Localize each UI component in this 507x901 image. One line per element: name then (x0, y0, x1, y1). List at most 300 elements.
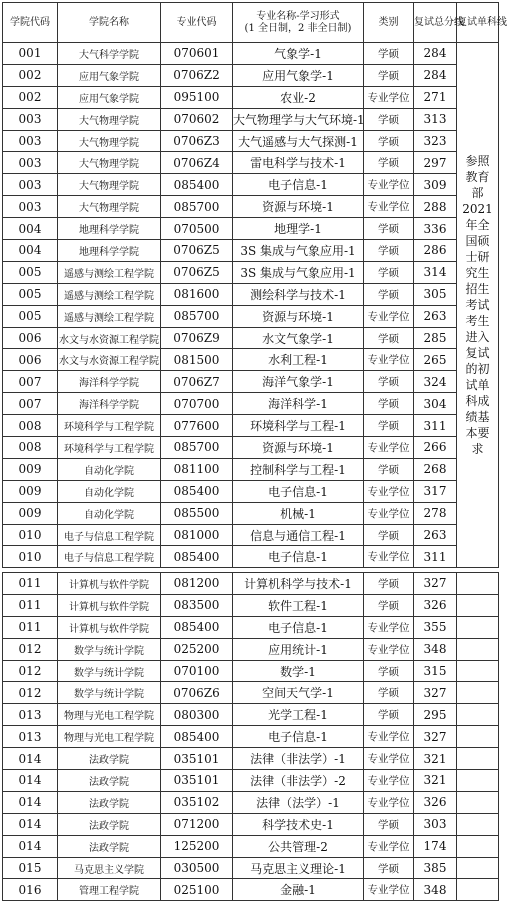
table-row (3, 152, 499, 174)
header-college-name: 学院名称 (58, 3, 161, 43)
table-row (3, 524, 499, 546)
college-name-cell: 大气物理学院 (58, 108, 161, 130)
degree-type-cell: 学硕 (364, 261, 414, 283)
table-row (3, 704, 499, 726)
college-code-cell: 005 (3, 261, 58, 283)
major-name-cell: 3S 集成与气象应用-1 (233, 240, 364, 262)
major-code-cell: 081200 (161, 573, 233, 595)
college-code-cell: 004 (3, 218, 58, 240)
college-code-cell: 007 (3, 371, 58, 393)
college-code-cell: 011 (3, 573, 58, 595)
degree-type-cell: 学硕 (364, 594, 414, 616)
header-major-name-line1: 专业名称-学习形式 (256, 10, 340, 22)
degree-type-cell: 学硕 (364, 524, 414, 546)
college-code-cell: 012 (3, 638, 58, 660)
major-name-cell: 雷电科学与技术-1 (233, 152, 364, 174)
major-name-cell: 3S 集成与气象应用-1 (233, 261, 364, 283)
degree-type-cell: 学硕 (364, 152, 414, 174)
college-code-cell: 014 (3, 770, 58, 792)
major-name-cell: 资源与环境-1 (233, 196, 364, 218)
major-name-cell: 软件工程-1 (233, 594, 364, 616)
major-code-cell: 085700 (161, 305, 233, 327)
college-code-cell: 011 (3, 594, 58, 616)
major-name-cell: 电子信息-1 (233, 546, 364, 568)
degree-type-cell: 专业学位 (364, 879, 414, 901)
single-score-cell (457, 835, 499, 857)
total-score-cell: 317 (414, 480, 457, 502)
college-name-cell: 法政学院 (58, 791, 161, 813)
degree-type-cell: 学硕 (364, 108, 414, 130)
single-score-cell (457, 791, 499, 813)
table-row (3, 283, 499, 305)
single-score-cell (457, 726, 499, 748)
major-code-cell: 081000 (161, 524, 233, 546)
degree-type-cell: 专业学位 (364, 437, 414, 459)
college-code-cell: 003 (3, 130, 58, 152)
table-row (3, 349, 499, 371)
total-score-cell: 284 (414, 43, 457, 65)
college-code-cell: 010 (3, 546, 58, 568)
major-name-cell: 大气物理学与大气环境-1 (233, 108, 364, 130)
college-code-cell: 013 (3, 726, 58, 748)
college-name-cell: 自动化学院 (58, 502, 161, 524)
major-code-cell: 085400 (161, 174, 233, 196)
major-name-cell: 资源与环境-1 (233, 437, 364, 459)
college-name-cell: 地理科学学院 (58, 240, 161, 262)
table-row (3, 480, 499, 502)
major-name-cell: 公共管理-2 (233, 835, 364, 857)
major-code-cell: 035101 (161, 748, 233, 770)
header-single-score: 复试单科线 (457, 3, 499, 43)
major-name-cell: 大气遥感与大气探测-1 (233, 130, 364, 152)
major-code-cell: 0706Z3 (161, 130, 233, 152)
total-score-cell: 284 (414, 64, 457, 86)
major-name-cell: 海洋科学-1 (233, 393, 364, 415)
degree-type-cell: 学硕 (364, 857, 414, 879)
college-name-cell: 物理与光电工程学院 (58, 726, 161, 748)
college-code-cell: 004 (3, 240, 58, 262)
degree-type-cell: 专业学位 (364, 748, 414, 770)
college-name-cell: 大气物理学院 (58, 130, 161, 152)
table-row (3, 371, 499, 393)
total-score-cell: 309 (414, 174, 457, 196)
degree-type-cell: 专业学位 (364, 480, 414, 502)
major-code-cell: 081100 (161, 458, 233, 480)
total-score-cell: 295 (414, 704, 457, 726)
table-row (3, 879, 499, 901)
college-name-cell: 环境科学与工程学院 (58, 415, 161, 437)
degree-type-cell: 学硕 (364, 64, 414, 86)
table-row (3, 86, 499, 108)
total-score-cell: 286 (414, 240, 457, 262)
major-code-cell: 0706Z7 (161, 371, 233, 393)
major-name-cell: 控制科学与工程-1 (233, 458, 364, 480)
college-name-cell: 应用气象学院 (58, 64, 161, 86)
table-row (3, 64, 499, 86)
degree-type-cell: 专业学位 (364, 638, 414, 660)
college-name-cell: 应用气象学院 (58, 86, 161, 108)
major-name-cell: 法律（法学）-1 (233, 791, 364, 813)
major-code-cell: 035102 (161, 791, 233, 813)
total-score-cell: 263 (414, 305, 457, 327)
single-score-cell (457, 594, 499, 616)
college-name-cell: 法政学院 (58, 835, 161, 857)
degree-type-cell: 专业学位 (364, 349, 414, 371)
major-name-cell: 电子信息-1 (233, 726, 364, 748)
major-code-cell: 070100 (161, 660, 233, 682)
college-code-cell: 005 (3, 305, 58, 327)
major-code-cell: 0706Z2 (161, 64, 233, 86)
college-name-cell: 大气物理学院 (58, 174, 161, 196)
degree-type-cell: 专业学位 (364, 835, 414, 857)
college-name-cell: 法政学院 (58, 770, 161, 792)
degree-type-cell: 学硕 (364, 660, 414, 682)
major-code-cell: 070601 (161, 43, 233, 65)
single-score-cell (457, 857, 499, 879)
table-row (3, 748, 499, 770)
total-score-cell: 174 (414, 835, 457, 857)
total-score-cell: 285 (414, 327, 457, 349)
major-code-cell: 070500 (161, 218, 233, 240)
college-code-cell: 008 (3, 415, 58, 437)
major-code-cell: 080300 (161, 704, 233, 726)
college-name-cell: 计算机与软件学院 (58, 573, 161, 595)
college-code-cell: 012 (3, 660, 58, 682)
major-name-cell: 计算机科学与技术-1 (233, 573, 364, 595)
major-code-cell: 030500 (161, 857, 233, 879)
major-code-cell: 0706Z4 (161, 152, 233, 174)
major-code-cell: 0706Z6 (161, 682, 233, 704)
college-name-cell: 法政学院 (58, 813, 161, 835)
total-score-cell: 266 (414, 437, 457, 459)
degree-type-cell: 专业学位 (364, 502, 414, 524)
table-row (3, 660, 499, 682)
table-row (3, 327, 499, 349)
college-code-cell: 009 (3, 480, 58, 502)
college-name-cell: 遥感与测绘工程学院 (58, 261, 161, 283)
degree-type-cell: 专业学位 (364, 546, 414, 568)
total-score-cell: 268 (414, 458, 457, 480)
degree-type-cell: 学硕 (364, 240, 414, 262)
college-code-cell: 013 (3, 704, 58, 726)
major-name-cell: 应用统计-1 (233, 638, 364, 660)
table-row (3, 770, 499, 792)
table-row (3, 726, 499, 748)
single-score-cell (457, 748, 499, 770)
college-code-cell: 008 (3, 437, 58, 459)
college-name-cell: 大气物理学院 (58, 152, 161, 174)
major-name-cell: 科学技术史-1 (233, 813, 364, 835)
major-name-cell: 空间天气学-1 (233, 682, 364, 704)
college-name-cell: 自动化学院 (58, 480, 161, 502)
major-code-cell: 025100 (161, 879, 233, 901)
major-code-cell: 035101 (161, 770, 233, 792)
college-name-cell: 数学与统计学院 (58, 682, 161, 704)
total-score-cell: 303 (414, 813, 457, 835)
college-name-cell: 自动化学院 (58, 458, 161, 480)
major-name-cell: 海洋气象学-1 (233, 371, 364, 393)
major-name-cell: 法律（非法学）-1 (233, 748, 364, 770)
table-row (3, 393, 499, 415)
college-code-cell: 005 (3, 283, 58, 305)
table-row (3, 415, 499, 437)
degree-type-cell: 学硕 (364, 813, 414, 835)
table-row (3, 458, 499, 480)
college-code-cell: 014 (3, 813, 58, 835)
total-score-cell: 326 (414, 791, 457, 813)
total-score-cell: 311 (414, 546, 457, 568)
single-score-cell (457, 879, 499, 901)
total-score-cell: 321 (414, 770, 457, 792)
total-score-cell: 263 (414, 524, 457, 546)
major-name-cell: 环境科学与工程-1 (233, 415, 364, 437)
table-row (3, 835, 499, 857)
college-code-cell: 002 (3, 86, 58, 108)
college-name-cell: 环境科学与工程学院 (58, 437, 161, 459)
college-name-cell: 大气科学学院 (58, 43, 161, 65)
college-name-cell: 大气物理学院 (58, 196, 161, 218)
college-code-cell: 015 (3, 857, 58, 879)
degree-type-cell: 学硕 (364, 283, 414, 305)
total-score-cell: 326 (414, 594, 457, 616)
single-score-cell (457, 813, 499, 835)
table-row (3, 218, 499, 240)
total-score-cell: 327 (414, 573, 457, 595)
college-name-cell: 水文与水资源工程学院 (58, 349, 161, 371)
degree-type-cell: 学硕 (364, 130, 414, 152)
major-code-cell: 085700 (161, 196, 233, 218)
college-name-cell: 海洋科学学院 (58, 393, 161, 415)
college-name-cell: 物理与光电工程学院 (58, 704, 161, 726)
major-code-cell: 071200 (161, 813, 233, 835)
single-score-cell (457, 704, 499, 726)
major-name-cell: 马克思主义理论-1 (233, 857, 364, 879)
college-name-cell: 数学与统计学院 (58, 638, 161, 660)
major-name-cell: 气象学-1 (233, 43, 364, 65)
total-score-cell: 265 (414, 349, 457, 371)
major-code-cell: 081500 (161, 349, 233, 371)
total-score-cell: 355 (414, 616, 457, 638)
table-row (3, 638, 499, 660)
table-row (3, 261, 499, 283)
single-score-cell (457, 616, 499, 638)
total-score-cell: 327 (414, 682, 457, 704)
total-score-cell: 304 (414, 393, 457, 415)
degree-type-cell: 专业学位 (364, 174, 414, 196)
degree-type-cell: 专业学位 (364, 305, 414, 327)
major-code-cell: 085400 (161, 546, 233, 568)
degree-type-cell: 专业学位 (364, 616, 414, 638)
table-row (3, 196, 499, 218)
major-name-cell: 电子信息-1 (233, 174, 364, 196)
single-score-cell (457, 770, 499, 792)
major-name-cell: 农业-2 (233, 86, 364, 108)
major-name-cell: 电子信息-1 (233, 616, 364, 638)
header-major-code: 专业代码 (161, 3, 233, 43)
table-row (3, 682, 499, 704)
degree-type-cell: 学硕 (364, 218, 414, 240)
college-code-cell: 003 (3, 152, 58, 174)
major-code-cell: 085400 (161, 480, 233, 502)
table-row (3, 857, 499, 879)
college-code-cell: 011 (3, 616, 58, 638)
header-row (3, 3, 499, 43)
college-name-cell: 遥感与测绘工程学院 (58, 305, 161, 327)
college-code-cell: 012 (3, 682, 58, 704)
college-code-cell: 001 (3, 43, 58, 65)
major-name-cell: 地理学-1 (233, 218, 364, 240)
header-total-score: 复试总分线 (414, 3, 457, 43)
college-code-cell: 003 (3, 108, 58, 130)
table-row (3, 546, 499, 568)
total-score-cell: 271 (414, 86, 457, 108)
total-score-cell: 288 (414, 196, 457, 218)
major-code-cell: 077600 (161, 415, 233, 437)
degree-type-cell: 学硕 (364, 43, 414, 65)
college-name-cell: 海洋科学学院 (58, 371, 161, 393)
total-score-cell: 313 (414, 108, 457, 130)
header-college-code: 学院代码 (3, 3, 58, 43)
college-name-cell: 管理工程学院 (58, 879, 161, 901)
major-name-cell: 测绘科学与技术-1 (233, 283, 364, 305)
college-code-cell: 006 (3, 327, 58, 349)
college-code-cell: 007 (3, 393, 58, 415)
college-name-cell: 水文与水资源工程学院 (58, 327, 161, 349)
major-name-cell: 应用气象学-1 (233, 64, 364, 86)
degree-type-cell: 学硕 (364, 415, 414, 437)
total-score-cell: 314 (414, 261, 457, 283)
major-code-cell: 070602 (161, 108, 233, 130)
major-name-cell: 光学工程-1 (233, 704, 364, 726)
college-name-cell: 计算机与软件学院 (58, 594, 161, 616)
major-name-cell: 资源与环境-1 (233, 305, 364, 327)
table-row (3, 43, 499, 65)
major-code-cell: 0706Z5 (161, 261, 233, 283)
degree-type-cell: 专业学位 (364, 86, 414, 108)
table-row (3, 240, 499, 262)
score-table-part1 (2, 2, 507, 568)
header-major-name (233, 3, 364, 43)
major-code-cell: 085500 (161, 502, 233, 524)
degree-type-cell: 专业学位 (364, 196, 414, 218)
major-name-cell: 水文气象学-1 (233, 327, 364, 349)
major-code-cell: 095100 (161, 86, 233, 108)
major-name-cell: 电子信息-1 (233, 480, 364, 502)
major-name-cell: 法律（非法学）-2 (233, 770, 364, 792)
header-type: 类别 (364, 3, 414, 43)
single-score-cell (457, 573, 499, 595)
college-name-cell: 电子与信息工程学院 (58, 524, 161, 546)
degree-type-cell: 学硕 (364, 458, 414, 480)
score-table-part2 (2, 572, 499, 901)
table-row (3, 594, 499, 616)
degree-type-cell: 学硕 (364, 682, 414, 704)
college-code-cell: 009 (3, 458, 58, 480)
total-score-cell: 323 (414, 130, 457, 152)
college-code-cell: 016 (3, 879, 58, 901)
college-name-cell: 遥感与测绘工程学院 (58, 283, 161, 305)
table-row (3, 813, 499, 835)
table-row (3, 573, 499, 595)
college-code-cell: 003 (3, 174, 58, 196)
total-score-cell: 385 (414, 857, 457, 879)
header-major-name-line2: (1 全日制，2 非全日制) (244, 22, 352, 34)
college-code-cell: 014 (3, 835, 58, 857)
total-score-cell: 348 (414, 879, 457, 901)
major-name-cell: 机械-1 (233, 502, 364, 524)
table-row (3, 174, 499, 196)
total-score-cell: 297 (414, 152, 457, 174)
college-name-cell: 马克思主义学院 (58, 857, 161, 879)
table-row (3, 502, 499, 524)
college-name-cell: 电子与信息工程学院 (58, 546, 161, 568)
major-name-cell: 水利工程-1 (233, 349, 364, 371)
table-row (3, 108, 499, 130)
degree-type-cell: 学硕 (364, 393, 414, 415)
table-row (3, 130, 499, 152)
major-code-cell: 125200 (161, 835, 233, 857)
single-subject-note: 参照教育部 2021 年全国硕士研究生招生考试考生进入复试的初试单科成绩基本要求 (457, 43, 499, 568)
college-name-cell: 计算机与软件学院 (58, 616, 161, 638)
major-code-cell: 085400 (161, 726, 233, 748)
major-code-cell: 0706Z5 (161, 240, 233, 262)
college-code-cell: 014 (3, 791, 58, 813)
degree-type-cell: 学硕 (364, 327, 414, 349)
major-code-cell: 085400 (161, 616, 233, 638)
total-score-cell: 311 (414, 415, 457, 437)
major-code-cell: 083500 (161, 594, 233, 616)
college-code-cell: 010 (3, 524, 58, 546)
major-name-cell: 金融-1 (233, 879, 364, 901)
college-code-cell: 002 (3, 64, 58, 86)
college-name-cell: 数学与统计学院 (58, 660, 161, 682)
total-score-cell: 278 (414, 502, 457, 524)
total-score-cell: 336 (414, 218, 457, 240)
single-score-cell (457, 638, 499, 660)
college-name-cell: 法政学院 (58, 748, 161, 770)
total-score-cell: 327 (414, 726, 457, 748)
college-name-cell: 地理科学学院 (58, 218, 161, 240)
single-score-cell (457, 660, 499, 682)
major-code-cell: 025200 (161, 638, 233, 660)
major-name-cell: 数学-1 (233, 660, 364, 682)
major-name-cell: 信息与通信工程-1 (233, 524, 364, 546)
college-code-cell: 014 (3, 748, 58, 770)
college-code-cell: 006 (3, 349, 58, 371)
total-score-cell: 315 (414, 660, 457, 682)
table-row (3, 437, 499, 459)
college-code-cell: 009 (3, 502, 58, 524)
table-row (3, 305, 499, 327)
major-code-cell: 085700 (161, 437, 233, 459)
total-score-cell: 348 (414, 638, 457, 660)
degree-type-cell: 学硕 (364, 371, 414, 393)
major-code-cell: 081600 (161, 283, 233, 305)
degree-type-cell: 学硕 (364, 573, 414, 595)
single-score-cell (457, 682, 499, 704)
table-row (3, 791, 499, 813)
total-score-cell: 324 (414, 371, 457, 393)
degree-type-cell: 专业学位 (364, 726, 414, 748)
total-score-cell: 305 (414, 283, 457, 305)
table-row (3, 616, 499, 638)
degree-type-cell: 专业学位 (364, 791, 414, 813)
major-code-cell: 070700 (161, 393, 233, 415)
degree-type-cell: 专业学位 (364, 770, 414, 792)
college-code-cell: 003 (3, 196, 58, 218)
degree-type-cell: 学硕 (364, 704, 414, 726)
major-code-cell: 0706Z9 (161, 327, 233, 349)
